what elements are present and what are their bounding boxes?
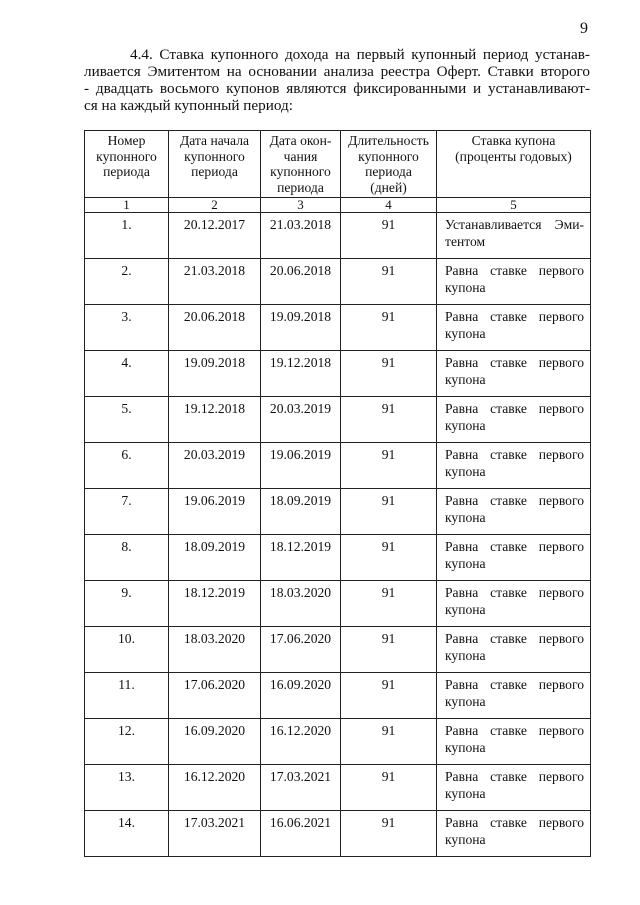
cell-end-date: 17.06.2020	[261, 627, 341, 673]
column-number: 4	[341, 198, 437, 213]
cell-coupon-rate	[437, 535, 591, 581]
cell-coupon-number: 12.	[85, 719, 169, 765]
table-row	[85, 397, 591, 443]
cell-coupon-number: 2.	[85, 259, 169, 305]
rate-line-1: Равна ставке первого	[445, 631, 584, 646]
header-coupon-number	[85, 131, 169, 198]
cell-coupon-number: 7.	[85, 489, 169, 535]
rate-line-1: Равна ставке первого	[445, 309, 584, 324]
header-end-date	[261, 131, 341, 198]
table-row	[85, 765, 591, 811]
cell-start-date: 20.06.2018	[169, 305, 261, 351]
rate-line-1: Равна ставке первого	[445, 493, 584, 508]
rate-line-2: купона	[445, 418, 486, 433]
coupon-schedule-table	[84, 130, 591, 857]
cell-start-date: 18.09.2019	[169, 535, 261, 581]
table-row	[85, 305, 591, 351]
cell-end-date: 18.03.2020	[261, 581, 341, 627]
column-number: 5	[437, 198, 591, 213]
cell-duration: 91	[341, 259, 437, 305]
cell-start-date: 20.03.2019	[169, 443, 261, 489]
page-number: 9	[580, 20, 588, 37]
rate-line-1: Устанавливается Эми-	[445, 217, 584, 232]
cell-start-date: 17.06.2020	[169, 673, 261, 719]
rate-line-2: купона	[445, 694, 486, 709]
table-row	[85, 673, 591, 719]
rate-line-1: Равна ставке первого	[445, 677, 584, 692]
rate-line-1: Равна ставке первого	[445, 355, 584, 370]
header-line: купонного	[96, 148, 157, 164]
cell-end-date: 19.12.2018	[261, 351, 341, 397]
cell-duration: 91	[341, 811, 437, 857]
intro-line-2: ливается Эмитентом на основании анализа реестра Оферт. Ставки второго	[84, 63, 590, 80]
header-duration	[341, 131, 437, 198]
cell-coupon-number: 8.	[85, 535, 169, 581]
cell-start-date: 21.03.2018	[169, 259, 261, 305]
cell-duration: 91	[341, 719, 437, 765]
cell-coupon-rate	[437, 397, 591, 443]
cell-end-date: 18.09.2019	[261, 489, 341, 535]
cell-coupon-number: 6.	[85, 443, 169, 489]
header-line: Ставка купона	[471, 133, 556, 148]
cell-coupon-number: 5.	[85, 397, 169, 443]
rate-line-1: Равна ставке первого	[445, 585, 584, 600]
cell-duration: 91	[341, 535, 437, 581]
cell-start-date: 18.03.2020	[169, 627, 261, 673]
cell-coupon-rate	[437, 489, 591, 535]
cell-start-date: 20.12.2017	[169, 213, 261, 259]
cell-duration: 91	[341, 351, 437, 397]
rate-line-2: купона	[445, 556, 486, 571]
header-line: периода	[103, 164, 150, 180]
cell-duration: 91	[341, 397, 437, 443]
cell-duration: 91	[341, 213, 437, 259]
rate-line-2: купона	[445, 326, 486, 341]
header-line: купонного	[184, 148, 245, 164]
header-line: (дней)	[370, 179, 407, 195]
cell-coupon-number: 13.	[85, 765, 169, 811]
rate-line-2: купона	[445, 786, 486, 801]
header-line: периода	[191, 164, 238, 180]
header-line: периода	[365, 164, 412, 180]
cell-start-date: 19.06.2019	[169, 489, 261, 535]
rate-line-2: купона	[445, 372, 486, 387]
intro-paragraph	[84, 46, 590, 114]
cell-coupon-rate	[437, 581, 591, 627]
cell-coupon-number: 4.	[85, 351, 169, 397]
rate-line-1: Равна ставке первого	[445, 723, 584, 738]
cell-start-date: 16.09.2020	[169, 719, 261, 765]
cell-coupon-number: 11.	[85, 673, 169, 719]
rate-line-1: Равна ставке первого	[445, 539, 584, 554]
cell-duration: 91	[341, 443, 437, 489]
cell-coupon-number: 1.	[85, 213, 169, 259]
cell-end-date: 21.03.2018	[261, 213, 341, 259]
intro-line-3: - двадцать восьмого купонов являются фиксированными и устанавливают-	[84, 80, 590, 97]
header-line: чания	[283, 148, 318, 164]
header-line: купонного	[270, 164, 331, 180]
cell-duration: 91	[341, 627, 437, 673]
cell-coupon-rate	[437, 765, 591, 811]
cell-coupon-rate	[437, 627, 591, 673]
column-number: 2	[169, 198, 261, 213]
table-row	[85, 259, 591, 305]
rate-line-2: купона	[445, 832, 486, 847]
header-line: Дата начала	[179, 133, 250, 148]
cell-duration: 91	[341, 673, 437, 719]
cell-coupon-rate	[437, 259, 591, 305]
table-row	[85, 627, 591, 673]
column-number: 3	[261, 198, 341, 213]
rate-line-2: купона	[445, 648, 486, 663]
cell-start-date: 16.12.2020	[169, 765, 261, 811]
rate-line-2: тентом	[445, 234, 486, 249]
cell-coupon-rate	[437, 443, 591, 489]
cell-coupon-rate	[437, 351, 591, 397]
cell-coupon-rate	[437, 673, 591, 719]
table-row	[85, 489, 591, 535]
cell-start-date: 17.03.2021	[169, 811, 261, 857]
header-line: Номер	[107, 133, 146, 148]
header-line: Дата окон-	[269, 133, 332, 148]
rate-line-2: купона	[445, 510, 486, 525]
cell-end-date: 17.03.2021	[261, 765, 341, 811]
rate-line-1: Равна ставке первого	[445, 815, 584, 830]
cell-coupon-rate	[437, 719, 591, 765]
table-row	[85, 811, 591, 857]
table-row	[85, 535, 591, 581]
intro-line-1: 4.4. Ставка купонного дохода на первый купонный период устанав-	[130, 46, 590, 63]
table-row	[85, 581, 591, 627]
header-coupon-rate	[437, 131, 591, 198]
rate-line-1: Равна ставке первого	[445, 769, 584, 784]
header-line: Длительность	[348, 133, 429, 148]
cell-duration: 91	[341, 489, 437, 535]
rate-line-1: Равна ставке первого	[445, 447, 584, 462]
cell-end-date: 19.06.2019	[261, 443, 341, 489]
cell-coupon-rate	[437, 305, 591, 351]
rate-line-2: купона	[445, 464, 486, 479]
rate-line-2: купона	[445, 280, 486, 295]
header-line: купонного	[358, 148, 419, 164]
header-line: периода	[277, 179, 324, 195]
table-row	[85, 213, 591, 259]
table-row	[85, 351, 591, 397]
cell-coupon-number: 3.	[85, 305, 169, 351]
table-body	[85, 198, 591, 857]
cell-end-date: 18.12.2019	[261, 535, 341, 581]
column-number: 1	[85, 198, 169, 213]
cell-end-date: 19.09.2018	[261, 305, 341, 351]
table-row	[85, 719, 591, 765]
cell-end-date: 20.06.2018	[261, 259, 341, 305]
cell-coupon-number: 14.	[85, 811, 169, 857]
rate-line-2: купона	[445, 740, 486, 755]
cell-start-date: 19.12.2018	[169, 397, 261, 443]
cell-coupon-number: 9.	[85, 581, 169, 627]
rate-line-2: купона	[445, 602, 486, 617]
column-number-row	[85, 198, 591, 213]
header-start-date	[169, 131, 261, 198]
table-header-row	[85, 131, 591, 198]
cell-coupon-rate	[437, 213, 591, 259]
cell-start-date: 18.12.2019	[169, 581, 261, 627]
header-line: (проценты годовых)	[455, 148, 572, 164]
cell-end-date: 16.09.2020	[261, 673, 341, 719]
cell-duration: 91	[341, 581, 437, 627]
intro-line-4: ся на каждый купонный период:	[84, 97, 293, 114]
cell-end-date: 16.12.2020	[261, 719, 341, 765]
table-row	[85, 443, 591, 489]
cell-end-date: 20.03.2019	[261, 397, 341, 443]
cell-end-date: 16.06.2021	[261, 811, 341, 857]
rate-line-1: Равна ставке первого	[445, 401, 584, 416]
cell-coupon-rate	[437, 811, 591, 857]
cell-duration: 91	[341, 765, 437, 811]
cell-start-date: 19.09.2018	[169, 351, 261, 397]
cell-duration: 91	[341, 305, 437, 351]
rate-line-1: Равна ставке первого	[445, 263, 584, 278]
cell-coupon-number: 10.	[85, 627, 169, 673]
